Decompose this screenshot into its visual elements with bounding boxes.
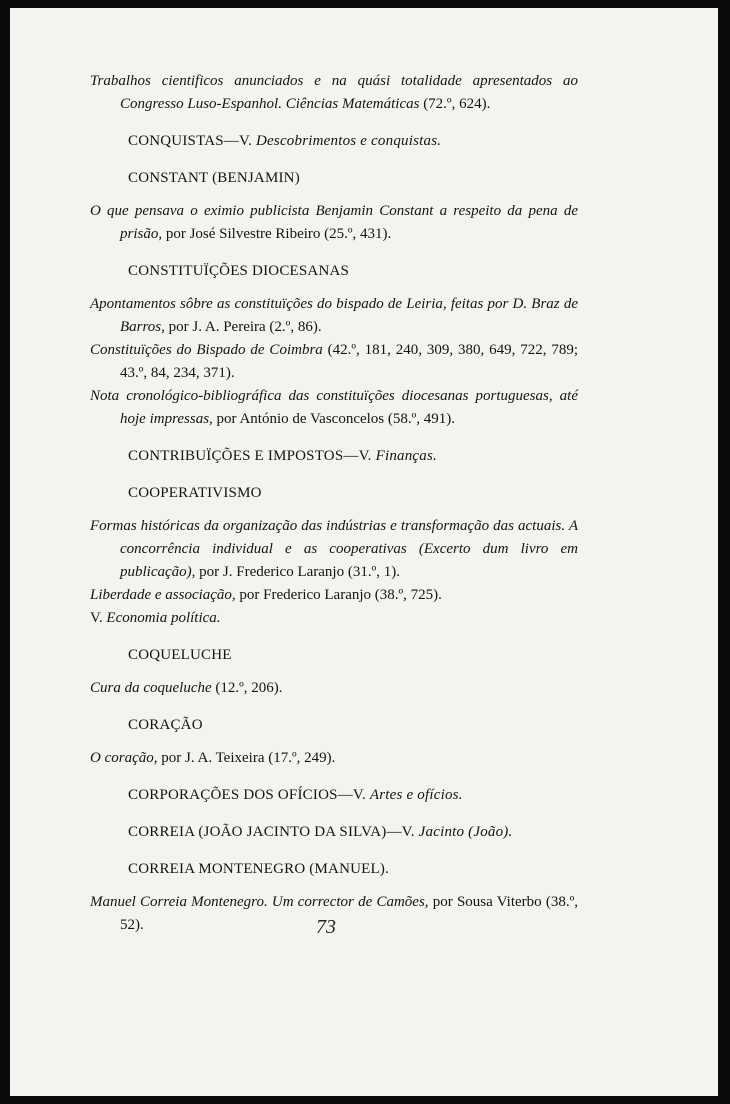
entry-trabalhos-cientificos [90, 70, 578, 116]
heading-text: CORPORAÇÕES DOS OFÍCIOS—V. [128, 787, 370, 803]
entry-nota-cronologica [90, 385, 578, 431]
entry-title: Trabalhos cientificos anunciados e na quási totalidade apresentados ao Congresso Luso-Espanhol. Ciências Matemáticas [90, 73, 578, 112]
heading-constituicoes-diocesanas: CONSTITUÏÇÕES DIOCESANAS [128, 263, 350, 279]
entry-title: O que pensava o eximio publicista Benjamin Constant a respeito da pena de prisão, [90, 203, 578, 242]
heading-coracao: CORAÇÃO [128, 717, 203, 733]
entry-reference: (42.º, 181, 240, 309, 380, 649, 722, 789; 43.º, 84, 234, 371). [120, 342, 578, 381]
entry-title: Liberdade e associação, [90, 587, 236, 603]
heading-correia-montenegro: CORREIA MONTENEGRO (MANUEL). [128, 861, 390, 877]
heading-text: CORREIA (JOÃO JACINTO DA SILVA)—V. [128, 824, 419, 840]
entry-formas-historicas [90, 515, 578, 584]
cross-reference: Jacinto (João). [418, 824, 513, 840]
cross-reference: Descobrimentos e conquistas. [256, 133, 442, 149]
index-content [90, 70, 578, 937]
heading-conquistas [128, 130, 578, 153]
entry-benjamin-constant [90, 200, 578, 246]
heading-contribuicoes [128, 445, 578, 468]
entry-title: Nota cronológico-bibliográfica das constituïções diocesanas portuguesas, até hoje impressas, [90, 388, 578, 427]
entry-reference: (72.º, 624). [419, 96, 491, 112]
entry-title: Formas históricas da organização das indústrias e transformação das actuais. A concorrência individual e as cooperativas (Excerto dum livro em publicação), [90, 518, 578, 580]
entry-title: Apontamentos sôbre as constituïções do bispado de Leiria, feitas por D. Braz de Barros, [90, 296, 578, 335]
entry-see-also-economia [90, 607, 578, 630]
cross-reference: Artes e ofícios. [369, 787, 463, 803]
entry-reference: por António de Vasconcelos (58.º, 491). [212, 411, 456, 427]
entry-reference: (12.º, 206). [211, 680, 283, 696]
entry-title: Cura da coqueluche [90, 680, 212, 696]
entry-reference: por José Silvestre Ribeiro (25.º, 431). [162, 226, 392, 242]
entry-reference: por J. A. Teixeira (17.º, 249). [157, 750, 336, 766]
entry-reference: por Frederico Laranjo (38.º, 725). [235, 587, 442, 603]
entry-liberdade-associacao [90, 584, 578, 607]
entry-constituicoes-coimbra [90, 339, 578, 385]
heading-text: CONTRIBUÏÇÕES E IMPOSTOS—V. [128, 448, 376, 464]
see-also-prefix: V. [90, 610, 107, 626]
cross-reference: Finanças. [375, 448, 437, 464]
entry-reference: por Sousa Viterbo (38.º, 52). [120, 894, 578, 933]
entry-cura-coqueluche [90, 677, 578, 700]
cross-reference: Economia política. [106, 610, 221, 626]
page-number: 73 [316, 916, 336, 938]
heading-text: CONQUISTAS—V. [128, 133, 257, 149]
heading-correia-joao-jacinto [128, 821, 578, 844]
entry-o-coracao [90, 747, 578, 770]
document-page [10, 8, 718, 1096]
heading-coqueluche: COQUELUCHE [128, 647, 232, 663]
entry-title: Manuel Correia Montenegro. Um corrector de Camões, [90, 894, 429, 910]
heading-constant: CONSTANT (BENJAMIN) [128, 170, 300, 186]
heading-cooperativismo: COOPERATIVISMO [128, 485, 262, 501]
entry-reference: por J. Frederico Laranjo (31.º, 1). [195, 564, 400, 580]
heading-corporacoes [128, 784, 578, 807]
entry-title: Constituïções do Bispado de Coimbra [90, 342, 323, 358]
entry-apontamentos-leiria [90, 293, 578, 339]
entry-reference: por J. A. Pereira (2.º, 86). [164, 319, 322, 335]
entry-title: O coração, [90, 750, 158, 766]
